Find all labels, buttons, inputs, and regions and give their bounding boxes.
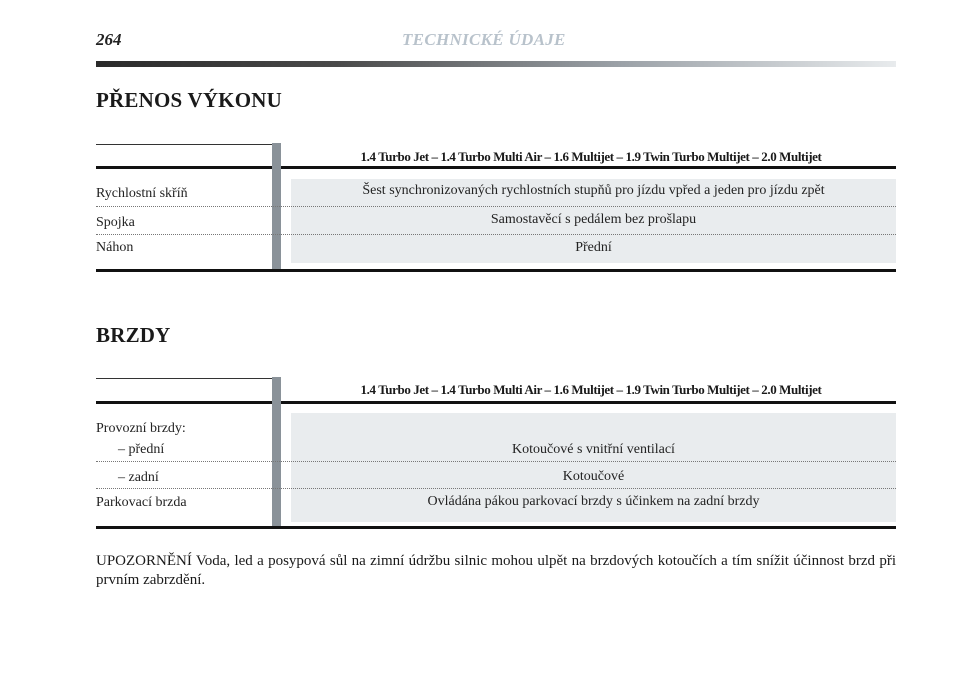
row-label-clutch: Spojka — [96, 215, 135, 230]
row-divider — [96, 234, 896, 235]
row-value-front: Kotoučové s vnitřní ventilací — [512, 442, 675, 457]
row-label-drive: Náhon — [96, 240, 134, 255]
table-top-rule — [96, 378, 274, 379]
section-title-brakes: BRZDY — [96, 323, 171, 347]
table-bottom-rule — [96, 526, 896, 529]
transmission-table — [96, 143, 896, 273]
row-value-parking-brake: Ovládána pákou parkovací brzdy s účinkem na zadní brzdy — [427, 494, 760, 509]
table-header-rule — [96, 401, 896, 404]
warning-note: UPOZORNĚNÍ Voda, led a posypová sůl na zimní údržbu silnic mohou ulpět na brzdových kotoučích a tím snížit účinnost brzd při prvním zabrzdění. — [96, 553, 896, 588]
table-bottom-rule — [96, 269, 896, 272]
column-header: 1.4 Turbo Jet – 1.4 Turbo Multi Air – 1.6 Multijet – 1.9 Twin Turbo Multijet – 2.0 Multijet — [360, 149, 822, 164]
brakes-table — [96, 377, 896, 532]
section-title-transmission: PŘENOS VÝKONU — [96, 88, 282, 112]
column-header: 1.4 Turbo Jet – 1.4 Turbo Multi Air – 1.6 Multijet – 1.9 Twin Turbo Multijet – 2.0 Multijet — [360, 382, 822, 397]
row-label-front: – přední — [118, 442, 165, 457]
page-number: 264 — [96, 30, 122, 49]
row-value-clutch: Samostavěcí s pedálem bez prošlapu — [490, 212, 697, 227]
row-label-rear: – zadní — [118, 470, 159, 485]
table-header-rule — [96, 166, 896, 169]
row-label-gearbox: Rychlostní skříň — [96, 186, 188, 201]
row-value-gearbox: Šest synchronizovaných rychlostních stupňů pro jízdu vpřed a jeden pro jízdu zpět — [362, 183, 825, 198]
header-rule — [96, 61, 896, 67]
table-top-rule — [96, 144, 274, 145]
row-divider — [96, 206, 896, 207]
running-title: TECHNICKÉ ÚDAJE — [402, 30, 566, 49]
group-label-service-brakes: Provozní brzdy: — [96, 421, 186, 436]
table-column-divider — [272, 143, 281, 271]
row-label-parking-brake: Parkovací brzda — [96, 495, 187, 510]
row-value-rear: Kotoučové — [562, 469, 625, 484]
row-value-drive: Přední — [575, 240, 612, 255]
table-column-divider — [272, 377, 281, 528]
row-divider — [96, 488, 896, 489]
row-divider — [96, 461, 896, 462]
